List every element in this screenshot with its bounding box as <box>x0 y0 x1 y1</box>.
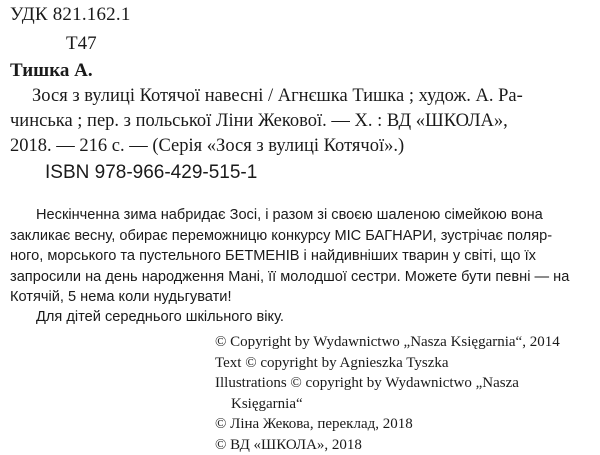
bib-line: чинська ; пер. з польської Ліни Жекової. — Х. : ВД «ШКОЛА», <box>10 109 595 134</box>
copyright-block <box>215 332 595 455</box>
copyright-line: © Copyright by Wydawnictwo „Nasza Księgarnia“, 2014 <box>215 332 595 353</box>
bibliographic-description <box>10 84 595 159</box>
annotation-line: запросили на день народження Мані, її молодшої сестри. Можете бути певні — на <box>10 267 595 288</box>
copyright-line: Illustrations © copyright by Wydawnictwo „Nasza <box>215 373 595 394</box>
copyright-line: © Ліна Жекова, переклад, 2018 <box>215 414 595 435</box>
annotation-line: Котячій, 5 нема коли нудьгувати! <box>10 287 595 308</box>
isbn: ISBN 978-966-429-515-1 <box>45 162 257 184</box>
copyright-line: © ВД «ШКОЛА», 2018 <box>215 435 595 455</box>
author-sign: Т47 <box>66 33 97 55</box>
annotation-line: ного, морського та пустельного БЕТМЕНІВ і найдивніших тварин у світі, що їх <box>10 246 595 267</box>
bib-line: 2018. — 216 с. — (Серія «Зося з вулиці Котячої».) <box>10 134 595 159</box>
copyright-line: Text © copyright by Agnieszka Tyszka <box>215 353 595 374</box>
copyright-line: Księgarnia“ <box>215 394 595 415</box>
udk-code: УДК 821.162.1 <box>10 4 131 26</box>
author-name: Тишка А. <box>10 60 93 82</box>
annotation-line: закликає весну, обирає переможницю конкурсу МІС БАГНАРИ, зустрічає поляр- <box>10 226 595 247</box>
audience-note: Для дітей середнього шкільного віку. <box>36 309 284 325</box>
bib-line: Зося з вулиці Котячої навесні / Агнєшка Тишка ; худож. А. Ра- <box>10 84 595 109</box>
annotation-line: Нескінченна зима набридає Зосі, і разом зі своєю шаленою сімейкою вона <box>10 205 595 226</box>
annotation <box>10 205 595 308</box>
